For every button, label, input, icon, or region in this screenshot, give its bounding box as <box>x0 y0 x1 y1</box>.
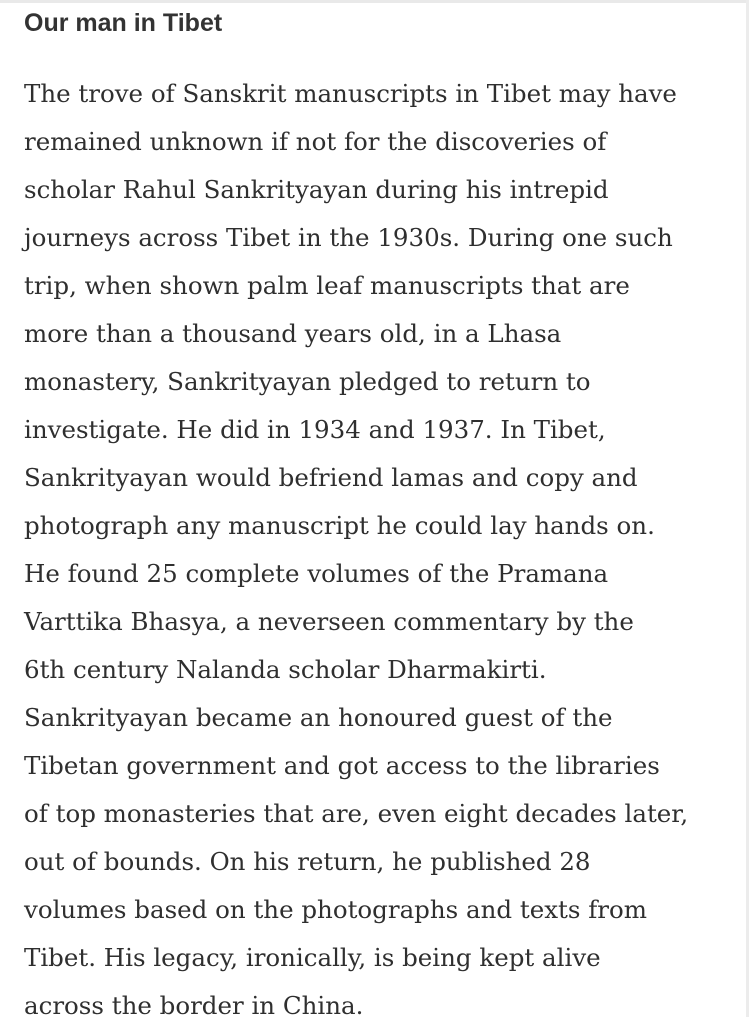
body-line: Sankrityayan became an honoured guest of the <box>24 703 613 732</box>
body-line: Tibet. His legacy, ironically, is being kept alive <box>24 943 601 972</box>
body-line: The trove of Sanskrit manuscripts in Tibet may have <box>24 79 677 108</box>
body-line: investigate. He did in 1934 and 1937. In Tibet, <box>24 415 606 444</box>
body-line: scholar Rahul Sankrityayan during his intrepid <box>24 175 609 204</box>
top-divider <box>0 0 749 3</box>
body-line: Tibetan government and got access to the libraries <box>24 751 660 780</box>
article-body <box>24 70 744 1017</box>
body-line: of top monasteries that are, even eight decades later, <box>24 799 689 828</box>
body-line: Sankrityayan would befriend lamas and copy and <box>24 463 638 492</box>
body-line: remained unknown if not for the discoveries of <box>24 127 607 156</box>
article-heading: Our man in Tibet <box>24 9 223 37</box>
body-line: across the border in China. <box>24 991 364 1017</box>
body-line: He found 25 complete volumes of the Pramana <box>24 559 609 588</box>
body-line: monastery, Sankrityayan pledged to return to <box>24 367 591 396</box>
body-line: more than a thousand years old, in a Lhasa <box>24 319 562 348</box>
body-line: volumes based on the photographs and texts from <box>24 895 647 924</box>
body-line: Varttika Bhasya, a neverseen commentary by the <box>24 607 634 636</box>
body-line: 6th century Nalanda scholar Dharmakirti. <box>24 655 547 684</box>
body-line: trip, when shown palm leaf manuscripts that are <box>24 271 630 300</box>
body-line: photograph any manuscript he could lay hands on. <box>24 511 655 540</box>
body-line: out of bounds. On his return, he published 28 <box>24 847 591 876</box>
body-line: journeys across Tibet in the 1930s. During one such <box>24 223 673 252</box>
